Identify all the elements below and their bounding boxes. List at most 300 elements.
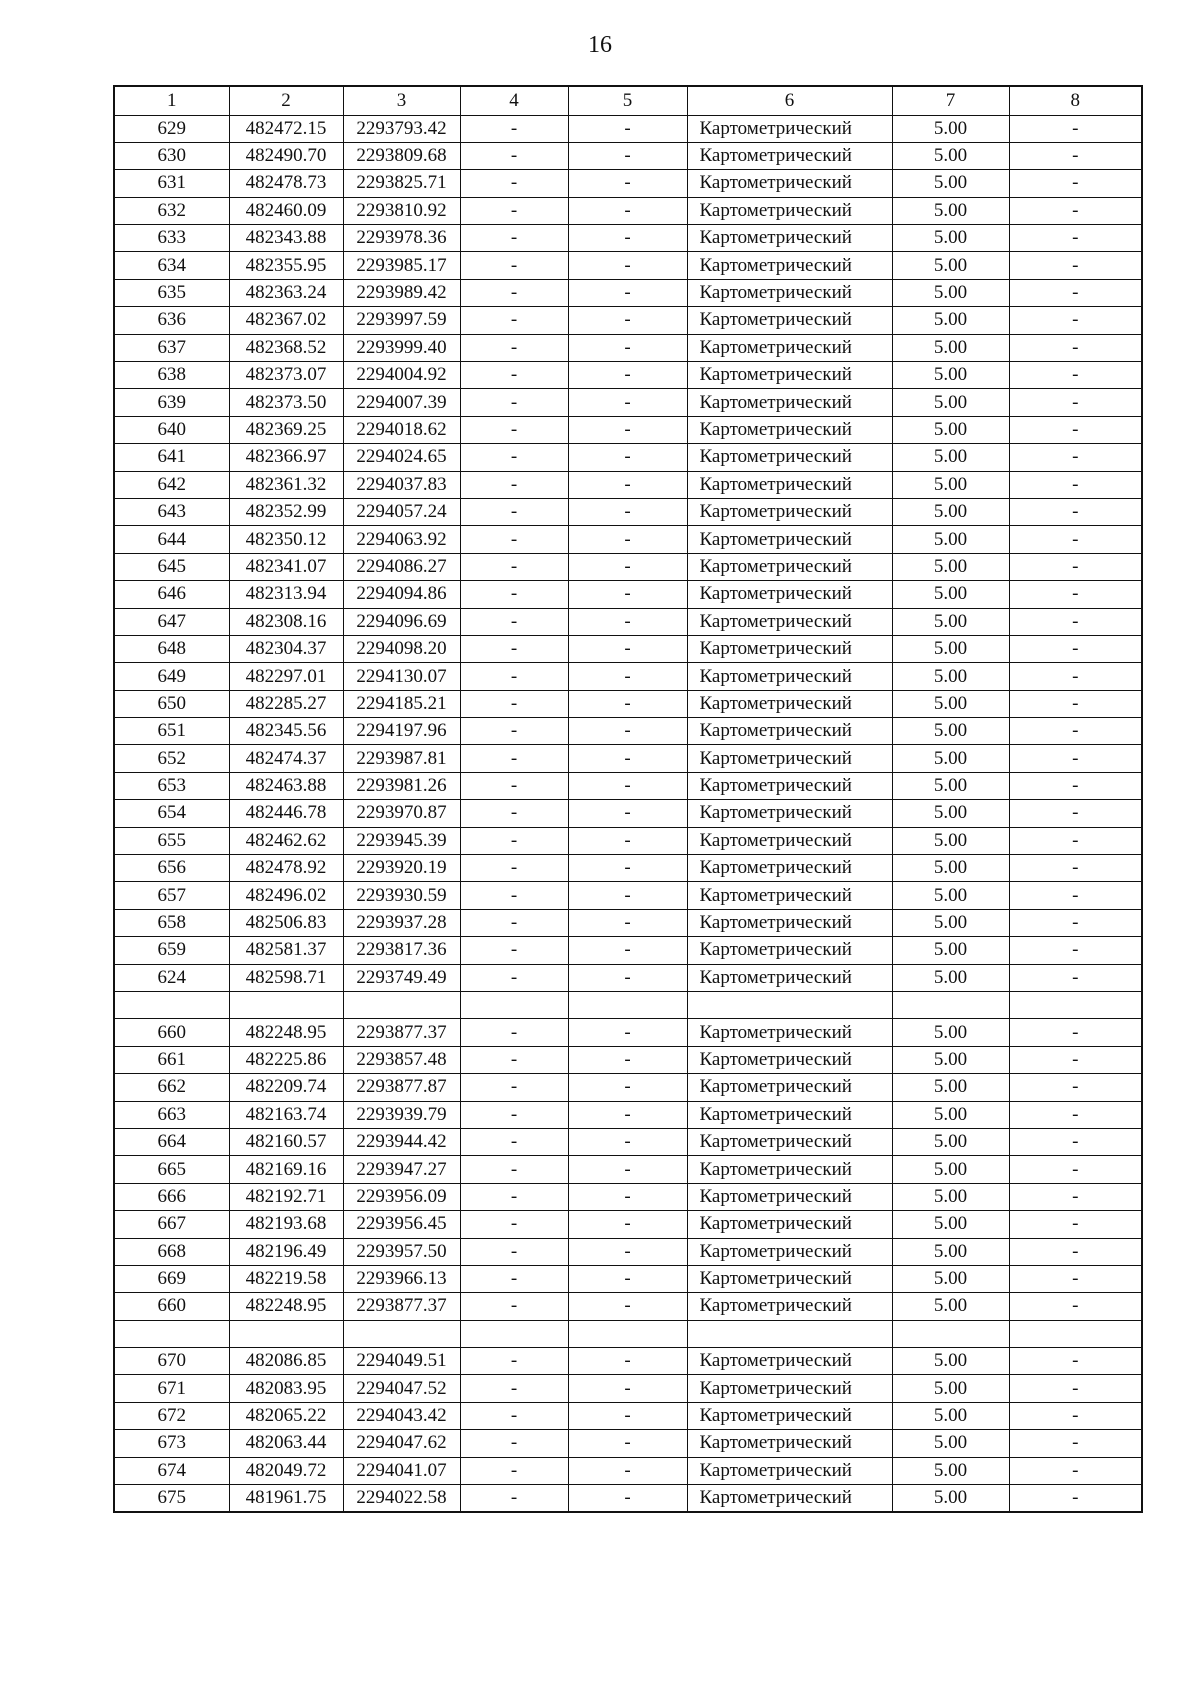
column-4-cell: - <box>460 362 568 389</box>
y-coordinate-cell: 2294057.24 <box>343 498 460 525</box>
y-coordinate-cell: 2293997.59 <box>343 307 460 334</box>
x-coordinate-cell: 482462.62 <box>229 827 343 854</box>
table-row <box>114 1402 1142 1429</box>
column-8-cell: - <box>1009 526 1142 553</box>
method-cell: Картометрический <box>687 444 892 471</box>
y-coordinate-cell: 2293947.27 <box>343 1156 460 1183</box>
column-5-cell: - <box>568 279 687 306</box>
table-row <box>114 581 1142 608</box>
column-5-cell: - <box>568 225 687 252</box>
column-8-cell: - <box>1009 1156 1142 1183</box>
table-row <box>114 964 1142 991</box>
point-number-cell: 660 <box>114 1019 229 1046</box>
column-8-cell: - <box>1009 581 1142 608</box>
point-number-cell: 672 <box>114 1402 229 1429</box>
column-8-cell: - <box>1009 1293 1142 1320</box>
x-coordinate-cell <box>229 992 343 1019</box>
column-4-cell: - <box>460 745 568 772</box>
column-4-cell: - <box>460 197 568 224</box>
column-8-cell: - <box>1009 1101 1142 1128</box>
table-row <box>114 1348 1142 1375</box>
point-number-cell: 664 <box>114 1128 229 1155</box>
y-coordinate-cell: 2294086.27 <box>343 553 460 580</box>
column-4-cell: - <box>460 800 568 827</box>
column-4-cell: - <box>460 444 568 471</box>
accuracy-cell: 5.00 <box>892 279 1009 306</box>
point-number-cell: 634 <box>114 252 229 279</box>
x-coordinate-cell: 482196.49 <box>229 1238 343 1265</box>
method-cell: Картометрический <box>687 1430 892 1457</box>
accuracy-cell: 5.00 <box>892 142 1009 169</box>
column-4-cell: - <box>460 1375 568 1402</box>
column-5-cell: - <box>568 1375 687 1402</box>
point-number-cell: 639 <box>114 389 229 416</box>
table-row <box>114 471 1142 498</box>
method-cell: Картометрический <box>687 142 892 169</box>
point-number-cell <box>114 992 229 1019</box>
y-coordinate-cell: 2294098.20 <box>343 635 460 662</box>
table-row <box>114 1128 1142 1155</box>
method-cell: Картометрический <box>687 1019 892 1046</box>
column-4-cell: - <box>460 498 568 525</box>
point-number-cell: 659 <box>114 937 229 964</box>
point-number-cell: 670 <box>114 1348 229 1375</box>
y-coordinate-cell: 2293877.37 <box>343 1293 460 1320</box>
column-4-cell: - <box>460 1211 568 1238</box>
column-5-cell: - <box>568 1293 687 1320</box>
column-4-cell: - <box>460 937 568 964</box>
column-4-cell: - <box>460 635 568 662</box>
x-coordinate-cell: 482363.24 <box>229 279 343 306</box>
point-number-cell: 645 <box>114 553 229 580</box>
x-coordinate-cell: 482367.02 <box>229 307 343 334</box>
y-coordinate-cell: 2294007.39 <box>343 389 460 416</box>
point-number-cell: 660 <box>114 1293 229 1320</box>
table-row <box>114 827 1142 854</box>
accuracy-cell: 5.00 <box>892 1128 1009 1155</box>
point-number-cell: 662 <box>114 1074 229 1101</box>
x-coordinate-cell: 482341.07 <box>229 553 343 580</box>
column-4-cell: - <box>460 526 568 553</box>
table-row <box>114 1156 1142 1183</box>
method-cell: Картометрический <box>687 279 892 306</box>
accuracy-cell: 5.00 <box>892 581 1009 608</box>
column-8-cell: - <box>1009 964 1142 991</box>
point-number-cell: 636 <box>114 307 229 334</box>
table-row <box>114 1238 1142 1265</box>
y-coordinate-cell: 2293978.36 <box>343 225 460 252</box>
accuracy-cell: 5.00 <box>892 608 1009 635</box>
column-4-cell: - <box>460 1101 568 1128</box>
column-5-cell: - <box>568 827 687 854</box>
x-coordinate-cell: 482308.16 <box>229 608 343 635</box>
point-number-cell: 656 <box>114 855 229 882</box>
y-coordinate-cell: 2293999.40 <box>343 334 460 361</box>
column-5-cell: - <box>568 1457 687 1484</box>
x-coordinate-cell: 482248.95 <box>229 1293 343 1320</box>
column-8-cell <box>1009 992 1142 1019</box>
x-coordinate-cell <box>229 1320 343 1347</box>
accuracy-cell: 5.00 <box>892 1211 1009 1238</box>
x-coordinate-cell: 481961.75 <box>229 1485 343 1512</box>
x-coordinate-cell: 482163.74 <box>229 1101 343 1128</box>
accuracy-cell: 5.00 <box>892 1430 1009 1457</box>
column-8-cell: - <box>1009 800 1142 827</box>
point-number-cell: 650 <box>114 690 229 717</box>
point-number-cell: 665 <box>114 1156 229 1183</box>
column-4-cell: - <box>460 1238 568 1265</box>
column-5-cell: - <box>568 1183 687 1210</box>
column-5-cell: - <box>568 1019 687 1046</box>
x-coordinate-cell: 482313.94 <box>229 581 343 608</box>
point-number-cell: 653 <box>114 772 229 799</box>
column-5-cell: - <box>568 1485 687 1512</box>
table-row <box>114 252 1142 279</box>
table-row-blank <box>114 1320 1142 1347</box>
column-8-cell: - <box>1009 690 1142 717</box>
point-number-cell: 668 <box>114 1238 229 1265</box>
column-5-cell: - <box>568 416 687 443</box>
x-coordinate-cell: 482474.37 <box>229 745 343 772</box>
column-8-cell: - <box>1009 471 1142 498</box>
y-coordinate-cell: 2293966.13 <box>343 1265 460 1292</box>
column-5-cell: - <box>568 1430 687 1457</box>
method-cell: Картометрический <box>687 197 892 224</box>
table-row <box>114 197 1142 224</box>
x-coordinate-cell: 482248.95 <box>229 1019 343 1046</box>
x-coordinate-cell: 482598.71 <box>229 964 343 991</box>
column-5-cell: - <box>568 608 687 635</box>
method-cell: Картометрический <box>687 1101 892 1128</box>
header-cell-3: 3 <box>343 86 460 115</box>
accuracy-cell: 5.00 <box>892 1019 1009 1046</box>
column-5-cell: - <box>568 1402 687 1429</box>
accuracy-cell: 5.00 <box>892 909 1009 936</box>
point-number-cell: 644 <box>114 526 229 553</box>
point-number-cell <box>114 1320 229 1347</box>
accuracy-cell <box>892 1320 1009 1347</box>
y-coordinate-cell: 2294063.92 <box>343 526 460 553</box>
accuracy-cell: 5.00 <box>892 553 1009 580</box>
accuracy-cell: 5.00 <box>892 1101 1009 1128</box>
method-cell: Картометрический <box>687 1238 892 1265</box>
y-coordinate-cell: 2294018.62 <box>343 416 460 443</box>
method-cell: Картометрический <box>687 1375 892 1402</box>
point-number-cell: 631 <box>114 170 229 197</box>
table-row <box>114 1046 1142 1073</box>
column-5-cell: - <box>568 745 687 772</box>
x-coordinate-cell: 482373.07 <box>229 362 343 389</box>
method-cell: Картометрический <box>687 389 892 416</box>
column-5-cell: - <box>568 772 687 799</box>
y-coordinate-cell: 2293944.42 <box>343 1128 460 1155</box>
table-row <box>114 663 1142 690</box>
x-coordinate-cell: 482490.70 <box>229 142 343 169</box>
accuracy-cell: 5.00 <box>892 444 1009 471</box>
table-row <box>114 498 1142 525</box>
table-row <box>114 1183 1142 1210</box>
table-row <box>114 1019 1142 1046</box>
accuracy-cell: 5.00 <box>892 635 1009 662</box>
method-cell: Картометрический <box>687 1265 892 1292</box>
column-4-cell: - <box>460 142 568 169</box>
column-5-cell: - <box>568 1265 687 1292</box>
point-number-cell: 633 <box>114 225 229 252</box>
column-5-cell: - <box>568 498 687 525</box>
column-4-cell: - <box>460 1293 568 1320</box>
column-8-cell <box>1009 1320 1142 1347</box>
method-cell: Картометрический <box>687 526 892 553</box>
column-8-cell: - <box>1009 1402 1142 1429</box>
method-cell: Картометрический <box>687 252 892 279</box>
accuracy-cell: 5.00 <box>892 1074 1009 1101</box>
method-cell: Картометрический <box>687 690 892 717</box>
page-number: 16 <box>588 32 612 58</box>
table-row <box>114 553 1142 580</box>
point-number-cell: 637 <box>114 334 229 361</box>
column-5-cell: - <box>568 389 687 416</box>
column-8-cell: - <box>1009 663 1142 690</box>
column-8-cell: - <box>1009 1128 1142 1155</box>
column-8-cell: - <box>1009 608 1142 635</box>
column-8-cell: - <box>1009 772 1142 799</box>
table-row <box>114 444 1142 471</box>
column-4-cell: - <box>460 1402 568 1429</box>
method-cell <box>687 992 892 1019</box>
column-8-cell: - <box>1009 498 1142 525</box>
column-4-cell: - <box>460 882 568 909</box>
table-row <box>114 608 1142 635</box>
column-8-cell: - <box>1009 334 1142 361</box>
column-4-cell: - <box>460 1348 568 1375</box>
point-number-cell: 632 <box>114 197 229 224</box>
table-row <box>114 909 1142 936</box>
accuracy-cell: 5.00 <box>892 170 1009 197</box>
column-8-cell: - <box>1009 1430 1142 1457</box>
column-8-cell: - <box>1009 1457 1142 1484</box>
y-coordinate-cell: 2293920.19 <box>343 855 460 882</box>
method-cell: Картометрический <box>687 1074 892 1101</box>
column-5-cell: - <box>568 1348 687 1375</box>
header-cell-8: 8 <box>1009 86 1142 115</box>
accuracy-cell: 5.00 <box>892 471 1009 498</box>
x-coordinate-cell: 482373.50 <box>229 389 343 416</box>
method-cell: Картометрический <box>687 170 892 197</box>
point-number-cell: 648 <box>114 635 229 662</box>
column-5-cell: - <box>568 635 687 662</box>
method-cell: Картометрический <box>687 1128 892 1155</box>
column-5-cell: - <box>568 690 687 717</box>
column-4-cell: - <box>460 827 568 854</box>
header-cell-6: 6 <box>687 86 892 115</box>
table-row <box>114 1265 1142 1292</box>
column-5-cell: - <box>568 526 687 553</box>
y-coordinate-cell: 2293981.26 <box>343 772 460 799</box>
y-coordinate-cell: 2293945.39 <box>343 827 460 854</box>
header-cell-2: 2 <box>229 86 343 115</box>
point-number-cell: 675 <box>114 1485 229 1512</box>
point-number-cell: 624 <box>114 964 229 991</box>
column-8-cell: - <box>1009 170 1142 197</box>
method-cell: Картометрический <box>687 909 892 936</box>
column-8-cell: - <box>1009 279 1142 306</box>
accuracy-cell: 5.00 <box>892 389 1009 416</box>
x-coordinate-cell: 482285.27 <box>229 690 343 717</box>
column-8-cell: - <box>1009 1238 1142 1265</box>
y-coordinate-cell: 2293877.87 <box>343 1074 460 1101</box>
accuracy-cell: 5.00 <box>892 1485 1009 1512</box>
y-coordinate-cell: 2293810.92 <box>343 197 460 224</box>
table-row <box>114 334 1142 361</box>
x-coordinate-cell: 482355.95 <box>229 252 343 279</box>
x-coordinate-cell: 482366.97 <box>229 444 343 471</box>
y-coordinate-cell: 2293970.87 <box>343 800 460 827</box>
accuracy-cell: 5.00 <box>892 663 1009 690</box>
column-4-cell: - <box>460 553 568 580</box>
y-coordinate-cell: 2293825.71 <box>343 170 460 197</box>
y-coordinate-cell: 2293987.81 <box>343 745 460 772</box>
column-8-cell: - <box>1009 855 1142 882</box>
method-cell: Картометрический <box>687 1211 892 1238</box>
table-row <box>114 882 1142 909</box>
y-coordinate-cell: 2293985.17 <box>343 252 460 279</box>
table-header-row <box>114 86 1142 115</box>
table-row <box>114 1485 1142 1512</box>
y-coordinate-cell: 2293877.37 <box>343 1019 460 1046</box>
column-5-cell: - <box>568 937 687 964</box>
column-8-cell: - <box>1009 553 1142 580</box>
column-4-cell: - <box>460 225 568 252</box>
method-cell: Картометрический <box>687 581 892 608</box>
x-coordinate-cell: 482065.22 <box>229 1402 343 1429</box>
column-4-cell: - <box>460 718 568 745</box>
accuracy-cell: 5.00 <box>892 827 1009 854</box>
column-8-cell: - <box>1009 1074 1142 1101</box>
method-cell: Картометрический <box>687 307 892 334</box>
accuracy-cell: 5.00 <box>892 498 1009 525</box>
table-row <box>114 937 1142 964</box>
x-coordinate-cell: 482463.88 <box>229 772 343 799</box>
point-number-cell: 657 <box>114 882 229 909</box>
accuracy-cell: 5.00 <box>892 526 1009 553</box>
accuracy-cell: 5.00 <box>892 1183 1009 1210</box>
point-number-cell: 667 <box>114 1211 229 1238</box>
table-row <box>114 115 1142 142</box>
method-cell: Картометрический <box>687 1348 892 1375</box>
x-coordinate-cell: 482169.16 <box>229 1156 343 1183</box>
column-8-cell: - <box>1009 635 1142 662</box>
method-cell: Картометрический <box>687 115 892 142</box>
column-4-cell: - <box>460 389 568 416</box>
header-cell-1: 1 <box>114 86 229 115</box>
x-coordinate-cell: 482369.25 <box>229 416 343 443</box>
point-number-cell: 663 <box>114 1101 229 1128</box>
column-5-cell: - <box>568 362 687 389</box>
point-number-cell: 643 <box>114 498 229 525</box>
method-cell: Картометрический <box>687 1183 892 1210</box>
point-number-cell: 638 <box>114 362 229 389</box>
column-4-cell: - <box>460 1430 568 1457</box>
method-cell: Картометрический <box>687 608 892 635</box>
method-cell: Картометрический <box>687 882 892 909</box>
column-4-cell: - <box>460 170 568 197</box>
accuracy-cell: 5.00 <box>892 772 1009 799</box>
column-5-cell: - <box>568 1211 687 1238</box>
method-cell: Картометрический <box>687 1156 892 1183</box>
column-4-cell: - <box>460 690 568 717</box>
column-4-cell <box>460 1320 568 1347</box>
table-row <box>114 362 1142 389</box>
method-cell: Картометрический <box>687 334 892 361</box>
column-4-cell: - <box>460 1046 568 1073</box>
y-coordinate-cell: 2293939.79 <box>343 1101 460 1128</box>
column-5-cell: - <box>568 307 687 334</box>
column-8-cell: - <box>1009 142 1142 169</box>
column-4-cell: - <box>460 1183 568 1210</box>
point-number-cell: 635 <box>114 279 229 306</box>
table-row <box>114 416 1142 443</box>
x-coordinate-cell: 482297.01 <box>229 663 343 690</box>
accuracy-cell: 5.00 <box>892 115 1009 142</box>
method-cell: Картометрический <box>687 718 892 745</box>
y-coordinate-cell: 2293956.09 <box>343 1183 460 1210</box>
accuracy-cell: 5.00 <box>892 416 1009 443</box>
x-coordinate-cell: 482160.57 <box>229 1128 343 1155</box>
column-4-cell: - <box>460 772 568 799</box>
accuracy-cell: 5.00 <box>892 855 1009 882</box>
x-coordinate-cell: 482478.92 <box>229 855 343 882</box>
method-cell: Картометрический <box>687 1457 892 1484</box>
x-coordinate-cell: 482345.56 <box>229 718 343 745</box>
point-number-cell: 630 <box>114 142 229 169</box>
y-coordinate-cell <box>343 1320 460 1347</box>
method-cell: Картометрический <box>687 225 892 252</box>
x-coordinate-cell: 482472.15 <box>229 115 343 142</box>
x-coordinate-cell: 482219.58 <box>229 1265 343 1292</box>
x-coordinate-cell: 482086.85 <box>229 1348 343 1375</box>
column-4-cell: - <box>460 581 568 608</box>
table-row <box>114 800 1142 827</box>
y-coordinate-cell: 2293793.42 <box>343 115 460 142</box>
point-number-cell: 666 <box>114 1183 229 1210</box>
table-row <box>114 170 1142 197</box>
column-8-cell: - <box>1009 1375 1142 1402</box>
column-8-cell: - <box>1009 745 1142 772</box>
point-number-cell: 649 <box>114 663 229 690</box>
y-coordinate-cell: 2294004.92 <box>343 362 460 389</box>
accuracy-cell: 5.00 <box>892 937 1009 964</box>
table-row <box>114 1375 1142 1402</box>
column-4-cell: - <box>460 1485 568 1512</box>
column-4-cell: - <box>460 1457 568 1484</box>
column-8-cell: - <box>1009 827 1142 854</box>
table-row <box>114 855 1142 882</box>
column-8-cell: - <box>1009 1348 1142 1375</box>
column-8-cell: - <box>1009 197 1142 224</box>
x-coordinate-cell: 482193.68 <box>229 1211 343 1238</box>
y-coordinate-cell: 2293749.49 <box>343 964 460 991</box>
accuracy-cell: 5.00 <box>892 1348 1009 1375</box>
method-cell: Картометрический <box>687 745 892 772</box>
method-cell: Картометрический <box>687 800 892 827</box>
column-8-cell: - <box>1009 252 1142 279</box>
column-8-cell: - <box>1009 937 1142 964</box>
x-coordinate-cell: 482352.99 <box>229 498 343 525</box>
x-coordinate-cell: 482192.71 <box>229 1183 343 1210</box>
table-row <box>114 307 1142 334</box>
x-coordinate-cell: 482209.74 <box>229 1074 343 1101</box>
column-4-cell: - <box>460 1019 568 1046</box>
